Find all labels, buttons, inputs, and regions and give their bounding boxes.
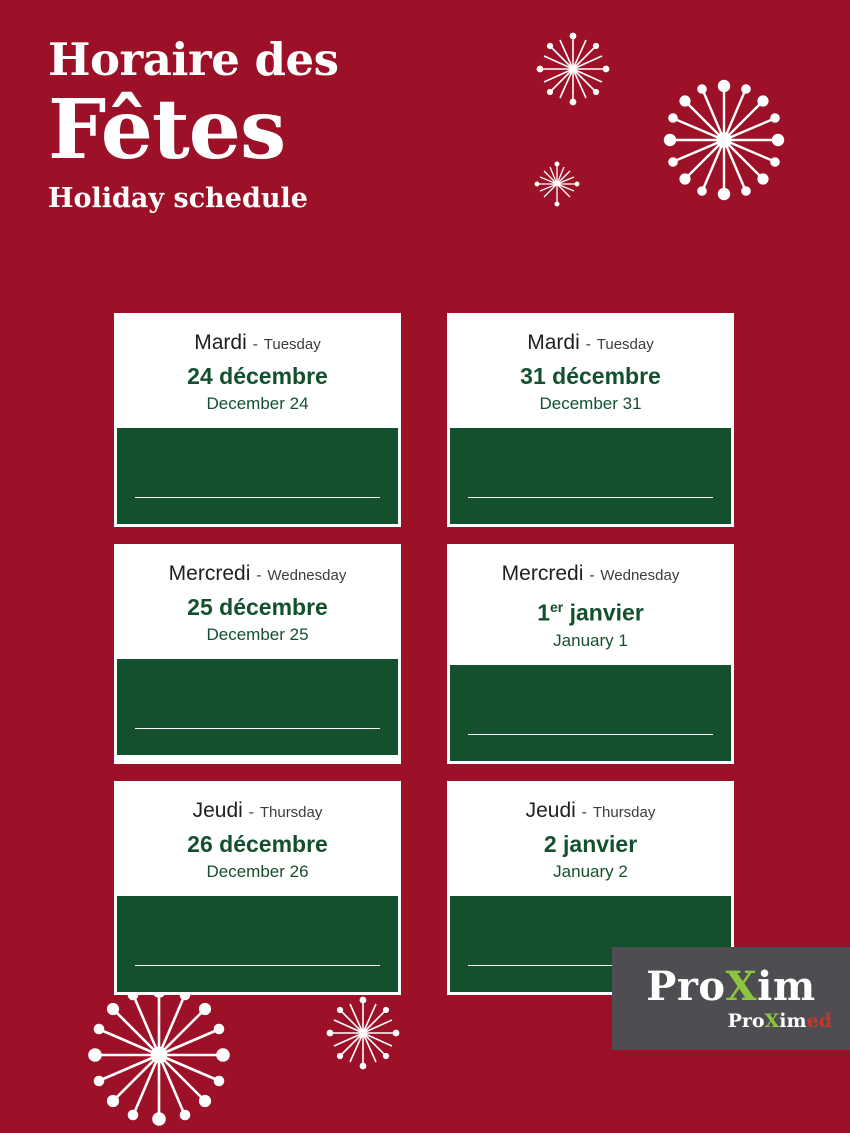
schedule-grid [114,313,734,995]
schedule-card [114,313,401,527]
date-fr-number: 1 [537,599,550,626]
date-fr-ordinal: er [550,599,564,615]
day-name-fr: Jeudi [192,798,243,822]
schedule-card-header [450,784,731,896]
day-line [458,330,723,358]
day-line [458,798,723,826]
hours-write-area[interactable] [117,659,398,755]
schedule-card [447,313,734,527]
write-line [468,497,713,498]
snowflake-icon [535,31,611,107]
date-en: December 25 [206,625,309,644]
hours-write-area[interactable] [450,665,731,761]
schedule-card-header [117,316,398,428]
day-name-en: Thursday [259,803,323,821]
day-separator: - [248,803,254,821]
logo-text-after: im [757,962,816,1010]
schedule-card [114,544,401,764]
day-line [125,330,390,358]
snowflake-icon [325,995,401,1071]
logo-sub-end: ed [806,1009,832,1032]
date-fr: 25 décembre [187,594,328,620]
logo-leaf-x-icon: X [725,962,758,1010]
day-separator: - [585,336,591,353]
date-fr-month: janvier [563,599,644,626]
schedule-card-header [450,316,731,428]
day-name-fr: Mercredi [168,562,251,585]
day-name-en: Thursday [592,803,656,821]
day-name-en: Wednesday [267,567,347,584]
day-separator: - [256,567,262,584]
page-subtitle: Holiday schedule [48,183,308,214]
day-name-en: Tuesday [596,336,654,353]
day-line [458,561,723,589]
day-name-en: Wednesday [600,567,680,584]
date-fr: 24 décembre [187,363,328,389]
day-separator: - [252,336,258,353]
logo-sub-leaf-x-icon: X [764,1009,780,1032]
date-fr: 26 décembre [187,830,328,857]
day-name-fr: Jeudi [525,798,576,822]
logo-sub-mid: im [779,1009,807,1032]
date-en: January 1 [553,630,628,650]
day-name-fr: Mardi [527,331,580,354]
schedule-card [447,544,734,764]
page-title-line1: Horaire des [48,33,339,86]
schedule-card-header [117,547,398,659]
day-name-fr: Mardi [194,331,247,354]
brand-logo-proxim [646,962,816,1010]
snowflake-icon [533,160,581,208]
day-name-en: Tuesday [263,336,321,353]
write-line [468,734,713,735]
day-line [125,561,390,589]
snowflake-icon [659,75,789,205]
hours-write-area[interactable] [117,428,398,524]
brand-logo [612,947,850,1050]
day-separator: - [581,803,587,821]
date-fr: 31 décembre [520,363,661,389]
logo-sub-before: Pro [727,1009,765,1032]
day-separator: - [589,567,595,584]
poster-header [48,34,478,216]
date-en: December 31 [539,394,642,413]
write-line [135,497,380,498]
date-fr: 2 janvier [543,830,638,857]
brand-logo-proximed [728,1010,832,1032]
date-en: December 26 [206,861,309,881]
schedule-card-header [117,784,398,896]
day-name-fr: Mercredi [501,562,584,585]
write-line [135,728,380,729]
write-line [135,965,380,966]
hours-write-area[interactable] [117,896,398,992]
hours-write-area[interactable] [450,428,731,524]
snowflake-icon [82,978,237,1133]
schedule-card-header [450,547,731,665]
date-en: January 2 [553,861,628,881]
date-en: December 24 [206,394,309,413]
logo-text-before: Pro [646,962,726,1010]
date-fr [458,592,723,628]
day-line [125,798,390,826]
schedule-card [114,781,401,995]
page-title-line2: Fêtes [48,82,286,178]
